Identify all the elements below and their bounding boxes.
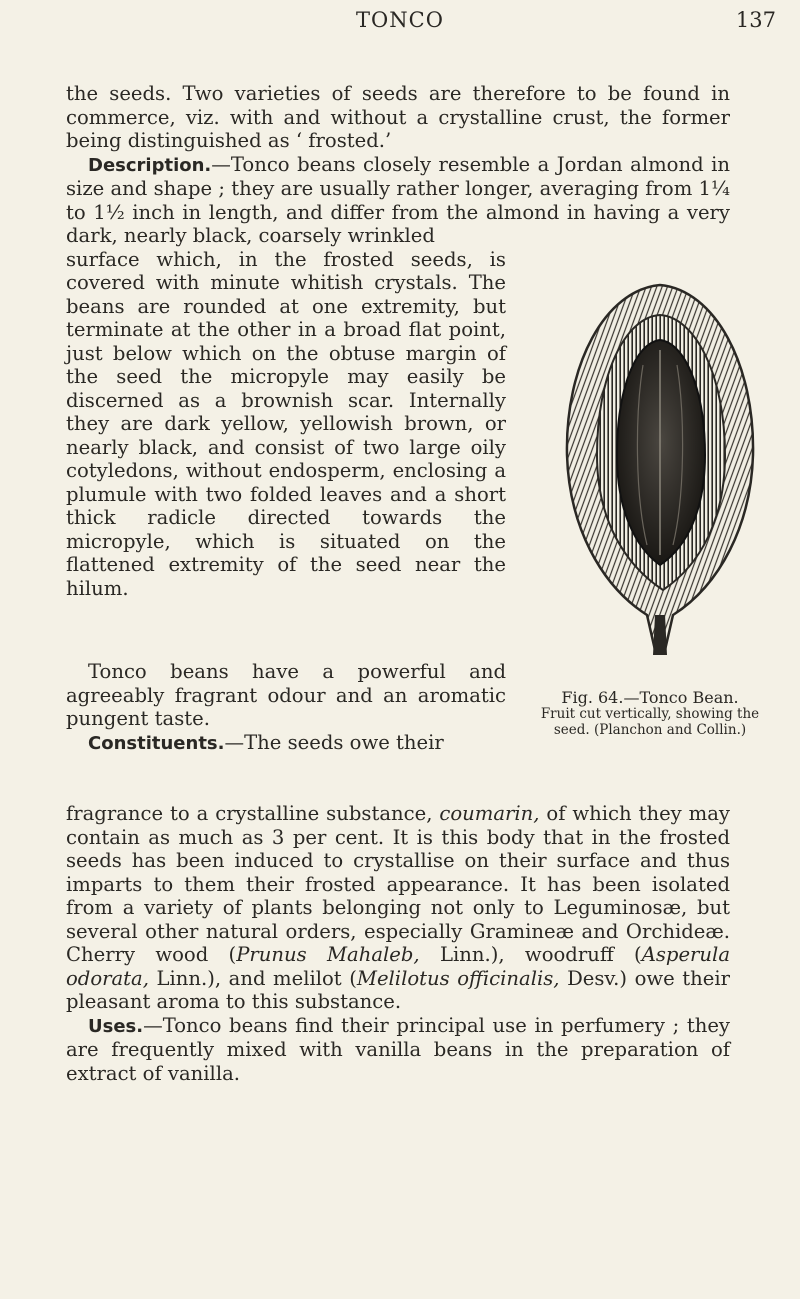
description-heading: Description. [88,154,212,176]
constituents-text-5: Desv.) owe their pleasant aroma to this substance. [66,966,731,1013]
paragraph-constituents [66,802,730,1014]
paragraph-seeds: the seeds. Two varieties of seeds are therefore to be found in commerce, viz. with and without a crystalline crust, the former being distinguished as ‘ frosted.’ [66,82,730,152]
constituents-text-3: Linn.), woodruff ( [419,943,642,966]
constituents-heading: Constituents. [88,732,225,754]
figure-label: Fig. 64.—Tonco Bean. [561,688,739,707]
paragraph-constituents-lead [66,731,506,756]
constituents-text-4: Linn.), and melilot ( [148,966,357,990]
tonco-bean-illustration [555,255,765,695]
melilotus-term: Melilotus officinalis, [356,966,560,990]
paragraph-description-wrap: surface which, in the frosted seeds, is covered with minute whitish crystals. The beans are rounded at one extremity, but terminate at the other in a broad flat point, just below which on the obtuse margin of the seed the micropyle may easily be discerned as a brownish scar. Internally they are dark yellow, yellowish brown, or nearly black, and consist of two large oily cotyledons, without endosperm, enclosing a plumule with two folded leaves and a short thick radicle directed towards the micropyle, which is situated on the flattened extremity of the seed near the hilum. [66,247,506,600]
page-number: 137 [735,8,776,32]
constituents-lead: —The seeds owe their [224,730,444,754]
figure-caption-text: Fruit cut vertically, showing the seed. (Planchon and Collin.) [540,706,760,738]
description-lead: —Tonco beans closely resemble a Jordan almond in size and shape ; they are usually rather longer, averaging from 1¼ to 1½ inch in length, and differ from the almond in having a very dark, nearly black, coarsely wrinkled [66,152,730,247]
prunus-term: Prunus Mahaleb, [236,943,420,966]
body-text-wrap [66,660,506,755]
asperula-term: Asperula odorata, [66,943,730,990]
uses-text: —Tonco beans find their principal use in perfumery ; they are frequently mixed with vanilla beans in the preparation of extract of vanilla. [66,1013,730,1085]
constituents-text-1: fragrance to a crystalline substance, [66,802,440,825]
paragraph-description [66,153,730,248]
tonco-bean-figure [555,255,765,715]
page-header [0,4,800,40]
uses-heading: Uses. [88,1015,144,1037]
coumarin-term: coumarin, [439,802,540,825]
body-text-bottom [66,802,730,1085]
paragraph-uses [66,1014,730,1086]
paragraph-odour: Tonco beans have a powerful and agreeably fragrant odour and an aromatic pungent taste. [66,660,506,730]
running-title: TONCO [356,8,444,32]
constituents-text-2: of which they may contain as much as 3 per cent. It is this body that in the frosted seeds has been induced to crystallise on their surface and thus imparts to them their frosted appearance. It has been isolated from a variety of plants belonging not only to Leguminosæ, but several other natural orders, especially Gramineæ and Orchideæ. Cherry wood ( [66,802,730,966]
figure-caption [535,690,765,738]
